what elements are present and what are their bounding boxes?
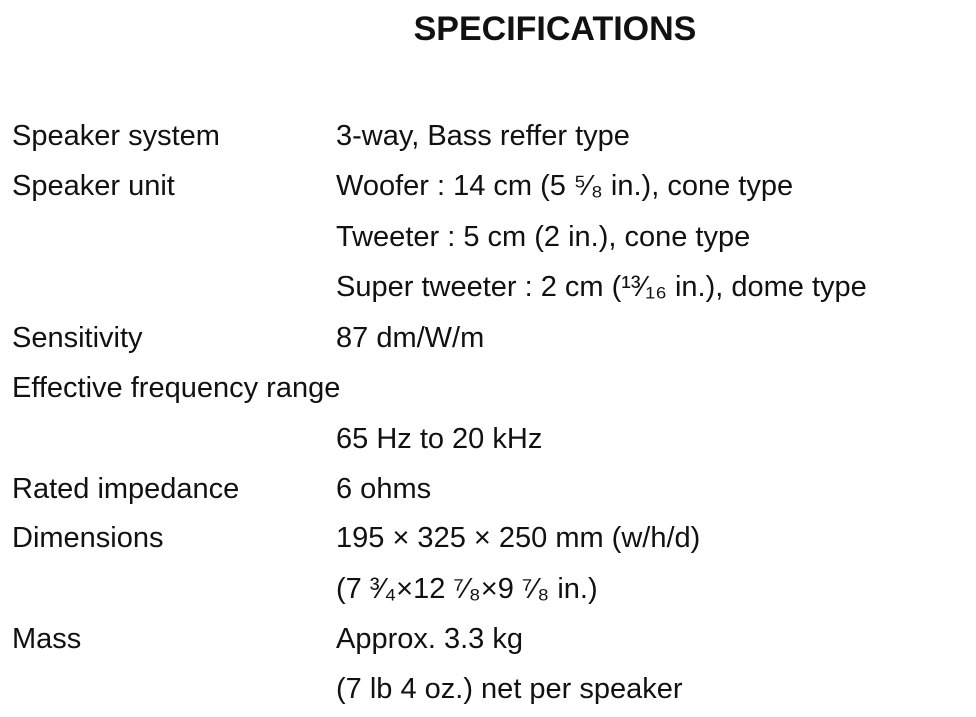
spec-label-rated-impedance: Rated impedance (12, 473, 240, 505)
spec-label-frequency-range: Effective frequency range (12, 372, 341, 404)
spec-label-speaker-unit: Speaker unit (12, 170, 175, 202)
spec-value-speaker-system: 3-way, Bass reffer type (336, 120, 630, 152)
spec-value-mass: Approx. 3.3 kg (336, 623, 523, 655)
spec-value-dimensions-in: (7 ³⁄₄×12 ⁷⁄₈×9 ⁷⁄₈ in.) (336, 573, 598, 605)
page-title: SPECIFICATIONS (413, 10, 697, 48)
spec-label-dimensions: Dimensions (12, 522, 164, 554)
spec-value-tweeter: Tweeter : 5 cm (2 in.), cone type (336, 221, 751, 253)
spec-value-woofer: Woofer : 14 cm (5 ⁵⁄₈ in.), cone type (336, 170, 794, 202)
spec-value-frequency-range: 65 Hz to 20 kHz (336, 423, 543, 455)
spec-value-dimensions-mm: 195 × 325 × 250 mm (w/h/d) (336, 522, 701, 554)
spec-label-mass: Mass (12, 623, 82, 655)
spec-value-mass-lb: (7 lb 4 oz.) net per speaker (336, 673, 683, 705)
spec-value-sensitivity: 87 dm/W/m (336, 322, 485, 354)
spec-label-sensitivity: Sensitivity (12, 322, 143, 354)
spec-label-speaker-system: Speaker system (12, 120, 220, 152)
spec-value-super-tweeter: Super tweeter : 2 cm (¹³⁄₁₆ in.), dome type (336, 271, 867, 303)
spec-value-rated-impedance: 6 ohms (336, 473, 432, 505)
